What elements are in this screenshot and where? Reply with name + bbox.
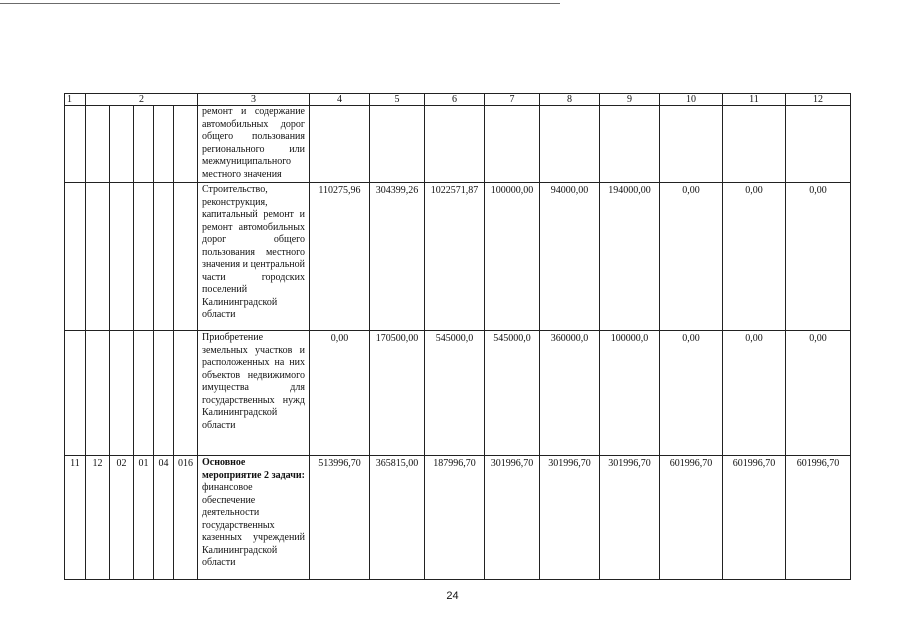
value-cell: 0,00: [786, 183, 851, 331]
scan-top-line: [0, 3, 560, 4]
header-row: [65, 94, 851, 106]
value-cell: 545000,0: [485, 331, 540, 456]
value-cell: 601996,70: [786, 456, 851, 580]
code-cell: [110, 331, 134, 456]
value-cell: 0,00: [723, 183, 786, 331]
header-cell: 8: [540, 94, 600, 106]
header-cell: 3: [198, 94, 310, 106]
value-cell: 0,00: [660, 331, 723, 456]
table-row: [65, 456, 851, 580]
code-cell: [65, 106, 86, 183]
code-cell: 02: [110, 456, 134, 580]
description-cell: ремонт и содержание автомобильных дорог общего пользования регионального или межмуниципального местного значения: [198, 106, 310, 183]
value-cell: 304399,26: [370, 183, 425, 331]
value-cell: 187996,70: [425, 456, 485, 580]
value-cell: 0,00: [786, 331, 851, 456]
code-cell: [110, 183, 134, 331]
table-row: [65, 106, 851, 183]
value-cell: 0,00: [660, 183, 723, 331]
code-cell: 01: [134, 456, 154, 580]
value-cell: 301996,70: [600, 456, 660, 580]
table-row: [65, 183, 851, 331]
description-cell: [198, 456, 310, 580]
code-cell: [154, 106, 174, 183]
code-cell: [86, 106, 110, 183]
value-cell: 0,00: [310, 331, 370, 456]
value-cell: [600, 106, 660, 183]
code-cell: [134, 331, 154, 456]
code-cell: [174, 183, 198, 331]
header-cell: 6: [425, 94, 485, 106]
value-cell: 601996,70: [723, 456, 786, 580]
header-cell: 9: [600, 94, 660, 106]
value-cell: [425, 106, 485, 183]
header-cell: 4: [310, 94, 370, 106]
header-cell: 7: [485, 94, 540, 106]
description-text: финансовое обеспечение деятельности государственных казенных учреждений Калининградской области: [202, 482, 305, 568]
code-cell: [86, 183, 110, 331]
code-cell: [134, 106, 154, 183]
value-cell: 365815,00: [370, 456, 425, 580]
header-cell: 5: [370, 94, 425, 106]
value-cell: 360000,0: [540, 331, 600, 456]
code-cell: 12: [86, 456, 110, 580]
code-cell: [174, 106, 198, 183]
budget-table: [64, 93, 851, 580]
code-cell: [134, 183, 154, 331]
description-cell: Приобретение земельных участков и расположенных на них объектов недвижимого имущества для государственных нужд Калининградской области: [198, 331, 310, 456]
code-cell: [65, 183, 86, 331]
value-cell: 100000,0: [600, 331, 660, 456]
code-cell: [154, 331, 174, 456]
value-cell: 110275,96: [310, 183, 370, 331]
value-cell: 170500,00: [370, 331, 425, 456]
header-cell: 11: [723, 94, 786, 106]
value-cell: 100000,00: [485, 183, 540, 331]
description-cell: Строительство, реконструкция, капитальный ремонт и ремонт автомобильных дорог общего пользования местного значения и центральной части городских поселений Калининградской области: [198, 183, 310, 331]
value-cell: [540, 106, 600, 183]
value-cell: [370, 106, 425, 183]
table-row: [65, 331, 851, 456]
header-cell: 1: [65, 94, 86, 106]
value-cell: 545000,0: [425, 331, 485, 456]
code-cell: [86, 331, 110, 456]
value-cell: 601996,70: [660, 456, 723, 580]
value-cell: 1022571,87: [425, 183, 485, 331]
value-cell: 0,00: [723, 331, 786, 456]
code-cell: [110, 106, 134, 183]
code-cell: 04: [154, 456, 174, 580]
value-cell: 301996,70: [485, 456, 540, 580]
value-cell: [723, 106, 786, 183]
value-cell: [485, 106, 540, 183]
header-cell: 10: [660, 94, 723, 106]
header-cell: 12: [786, 94, 851, 106]
code-cell: [154, 183, 174, 331]
value-cell: [660, 106, 723, 183]
value-cell: 194000,00: [600, 183, 660, 331]
value-cell: 513996,70: [310, 456, 370, 580]
value-cell: [786, 106, 851, 183]
code-cell: 11: [65, 456, 86, 580]
code-cell: [174, 331, 198, 456]
value-cell: 94000,00: [540, 183, 600, 331]
page-number: 24: [446, 590, 459, 602]
value-cell: 301996,70: [540, 456, 600, 580]
code-cell: [65, 331, 86, 456]
value-cell: [310, 106, 370, 183]
header-cell: 2: [86, 94, 198, 106]
code-cell: 016: [174, 456, 198, 580]
description-bold: Основное мероприятие 2 задачи:: [202, 457, 305, 481]
